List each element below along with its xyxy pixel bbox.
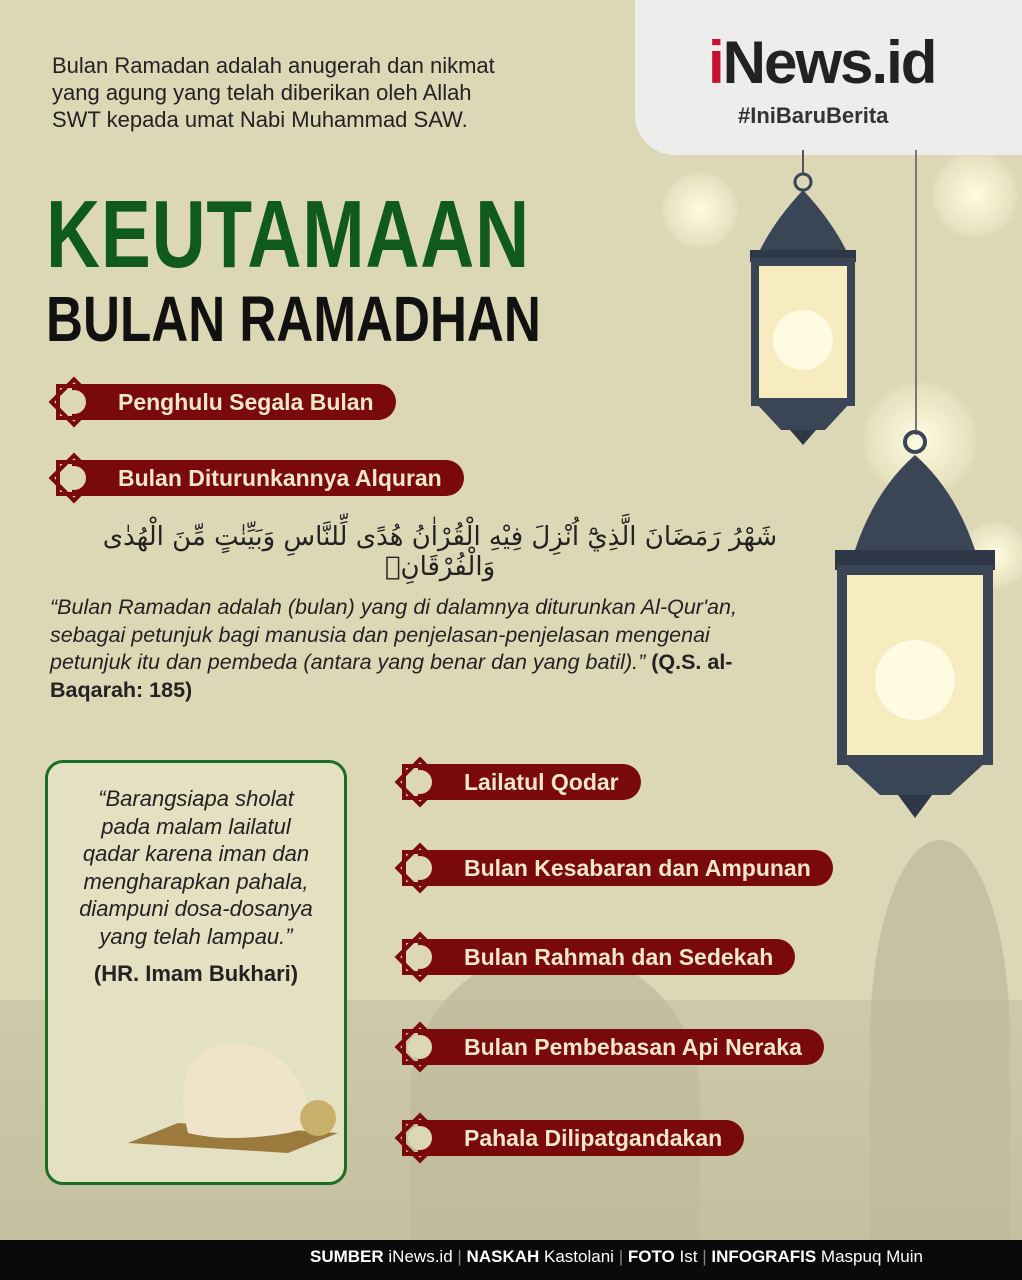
credit-label: INFOGRAFIS xyxy=(711,1247,817,1266)
virtue-label: Lailatul Qodar xyxy=(418,764,641,800)
virtue-label: Penghulu Segala Bulan xyxy=(72,384,396,420)
octagram-star-icon xyxy=(392,929,448,985)
virtue-item xyxy=(392,764,641,800)
title-line1: KEUTAMAAN xyxy=(46,181,530,288)
inews-logo: iNews.id xyxy=(708,29,936,96)
lantern-icon xyxy=(735,150,875,450)
hadith-text: “Barangsiapa sholat pada malam lailatul qadar karena iman dan mengharapkan pahala, diampuni dosa-dosanya yang telah lampau.” xyxy=(79,786,313,949)
virtue-item xyxy=(392,1120,744,1156)
virtue-label: Pahala Dilipatgandakan xyxy=(418,1120,744,1156)
virtue-item xyxy=(392,1029,824,1065)
octagram-star-icon xyxy=(392,1110,448,1166)
bokeh-light xyxy=(660,170,740,250)
credit-value: iNews.id xyxy=(388,1247,453,1266)
virtue-label: Bulan Diturunkannya Alquran xyxy=(72,460,464,496)
octagram-star-icon xyxy=(46,374,102,430)
virtue-item xyxy=(392,850,833,886)
separator: | xyxy=(702,1247,707,1266)
credits-footer xyxy=(0,1240,1022,1280)
lantern-chain xyxy=(915,150,917,435)
virtue-label: Bulan Pembebasan Api Neraka xyxy=(418,1029,824,1065)
mosque-dome xyxy=(410,950,700,1240)
octagram-star-icon xyxy=(392,754,448,810)
verse-translation xyxy=(50,594,770,704)
bokeh-light xyxy=(930,150,1020,240)
credit-label: SUMBER xyxy=(310,1247,384,1266)
intro-text: Bulan Ramadan adalah anugerah dan nikmat yang agung yang telah diberikan oleh Allah SWT kepada umat Nabi Muhammad SAW. xyxy=(52,53,495,132)
mosque-minaret xyxy=(870,840,1010,1240)
credit-label: FOTO xyxy=(627,1247,675,1266)
lantern-icon xyxy=(830,430,1000,820)
virtue-item xyxy=(392,939,795,975)
virtue-label: Bulan Kesabaran dan Ampunan xyxy=(418,850,833,886)
separator: | xyxy=(457,1247,462,1266)
credit-label: NASKAH xyxy=(466,1247,540,1266)
credit-value: Ist xyxy=(679,1247,698,1266)
octagram-star-icon xyxy=(392,1019,448,1075)
praying-man-illustration xyxy=(108,1013,347,1183)
credit-value: Maspuq Muin xyxy=(820,1247,923,1266)
virtue-item xyxy=(46,384,396,420)
virtue-label: Bulan Rahmah dan Sedekah xyxy=(418,939,795,975)
credit-value: Kastolani xyxy=(544,1247,614,1266)
octagram-star-icon xyxy=(46,450,102,506)
verse-source: (Q.S. al-Baqarah: 185) xyxy=(50,650,733,702)
quran-verse-arabic: شَهْرُ رَمَضَانَ الَّذِيْٓ اُنْزِلَ فِيْهِ الْقُرْاٰنُ هُدًى لِّلنَّاسِ وَبَيِّنٰتٍ مِّنَ الْهُدٰى وَالْفُرْقَانِۚ xyxy=(102,522,778,582)
translation-text: “Bulan Ramadan adalah (bulan) yang di dalamnya diturunkan Al-Qur'an, sebagai petunjuk bagi manusia dan penjelasan-penjelasan mengenai petunjuk itu dan pembeda (antara yang benar dan yang batil).” xyxy=(50,595,737,674)
tagline: #IniBaruBerita xyxy=(738,103,889,128)
title-line2: BULAN RAMADHAN xyxy=(46,283,541,355)
separator: | xyxy=(618,1247,624,1266)
virtue-item xyxy=(46,460,464,496)
octagram-star-icon xyxy=(392,840,448,896)
hadith-box xyxy=(45,760,347,1185)
hadith-source: (HR. Imam Bukhari) xyxy=(93,961,299,986)
